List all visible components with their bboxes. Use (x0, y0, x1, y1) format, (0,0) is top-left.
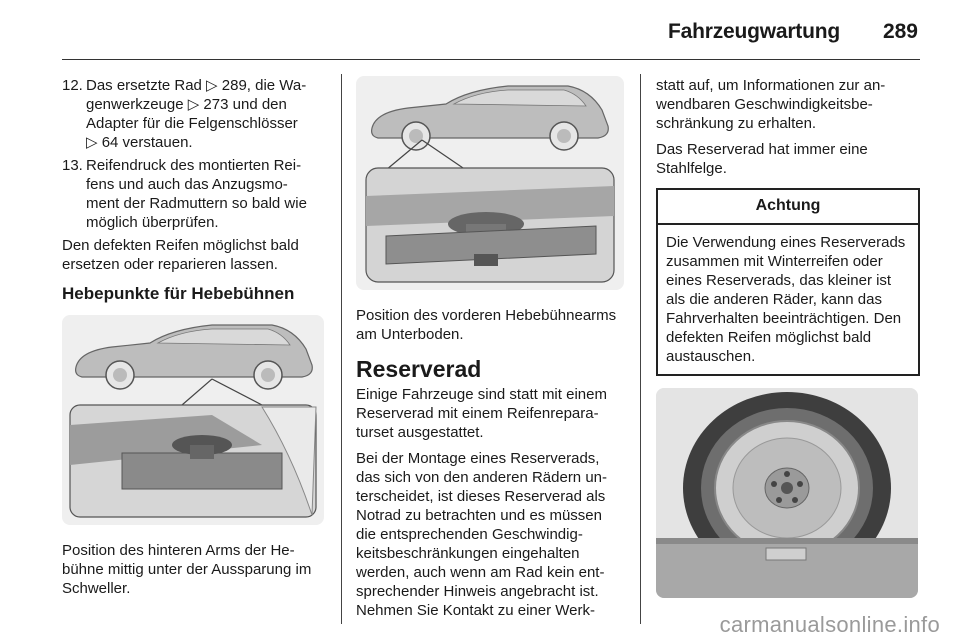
column-left (62, 76, 324, 605)
page-number: 289 (882, 20, 918, 43)
watermark: carmanualsonline.info (719, 612, 940, 637)
page-header-title: Fahrzeugwartung (667, 20, 840, 43)
page-header (62, 14, 920, 60)
figure-caption: Position des vorderen Hebebühnearms am Unterboden. (356, 307, 617, 343)
list-item (62, 76, 324, 152)
spare-wheel-illustration (656, 388, 918, 598)
list-number: 13. (62, 157, 83, 174)
paragraph: statt auf, um Informationen zur anwendbaren Geschwindigkeitsbeschränkung zu erhalten. (656, 77, 886, 132)
paragraph: Bei der Montage eines Reserverads, das sich von den anderen Rädern unterscheidet, ist dieses Reserverad als Notrad zu betrachten und es müssen die entsprechenden Geschwindigkeitsbeschränkungen eingehalten werden, auch wenn am Rad kein entsprechender Hinweis angebracht ist. Nehmen Sie Kontakt zu einer Werk- (356, 450, 608, 619)
list-text-line: ment der Radmuttern so bald wie (86, 195, 307, 212)
paragraph: Das Reserverad hat immer eine Stahlfelge. (656, 141, 868, 177)
caution-text: Die Verwendung eines Reserverads zusammen mit Winterreifen oder eines Reserverads, das kleiner ist als die anderen Räder, kann das Fahrverhalten beeinträchtigen. Den defekten Reifen möglichst bald austauschen. (666, 234, 906, 365)
caution-title: Achtung (658, 190, 918, 225)
column-right (656, 76, 920, 598)
column-middle (356, 76, 624, 627)
column-divider (341, 74, 342, 624)
front-lift-point-figure (356, 76, 624, 290)
paragraph: Den defekten Reifen möglichst bald ersetzen oder reparieren lassen. (62, 237, 299, 273)
list-item (62, 156, 324, 232)
paragraph: Einige Fahrzeuge sind statt mit einem Reserverad mit einem Reifenreparaturset ausgestattet. (356, 386, 607, 441)
spare-wheel-figure (656, 388, 918, 598)
front-lift-point-illustration (356, 76, 624, 290)
list-text-line: genwerkzeuge ▷ 273 und den (86, 96, 287, 113)
rear-lift-point-illustration (62, 315, 324, 525)
list-text-line: fens und auch das Anzugsmo- (86, 176, 288, 193)
list-text-line: Adapter für die Felgenschlösser (86, 115, 298, 132)
list-text-line: Reifendruck des montierten Rei- (86, 157, 302, 174)
list-text-line: Das ersetzte Rad ▷ 289, die Wa- (86, 77, 307, 94)
column-divider (640, 74, 641, 624)
caution-box (656, 188, 920, 376)
rear-lift-point-figure (62, 315, 324, 525)
list-number: 12. (62, 77, 83, 94)
section-heading: Reserverad (356, 356, 482, 382)
list-text-line: möglich überprüfen. (86, 214, 219, 231)
list-text-line: ▷ 64 verstauen. (86, 134, 193, 151)
subheading: Hebepunkte für Hebebühnen (62, 284, 295, 303)
figure-caption: Position des hinteren Arms der Hebühne mittig unter der Aussparung im Schweller. (62, 542, 312, 597)
